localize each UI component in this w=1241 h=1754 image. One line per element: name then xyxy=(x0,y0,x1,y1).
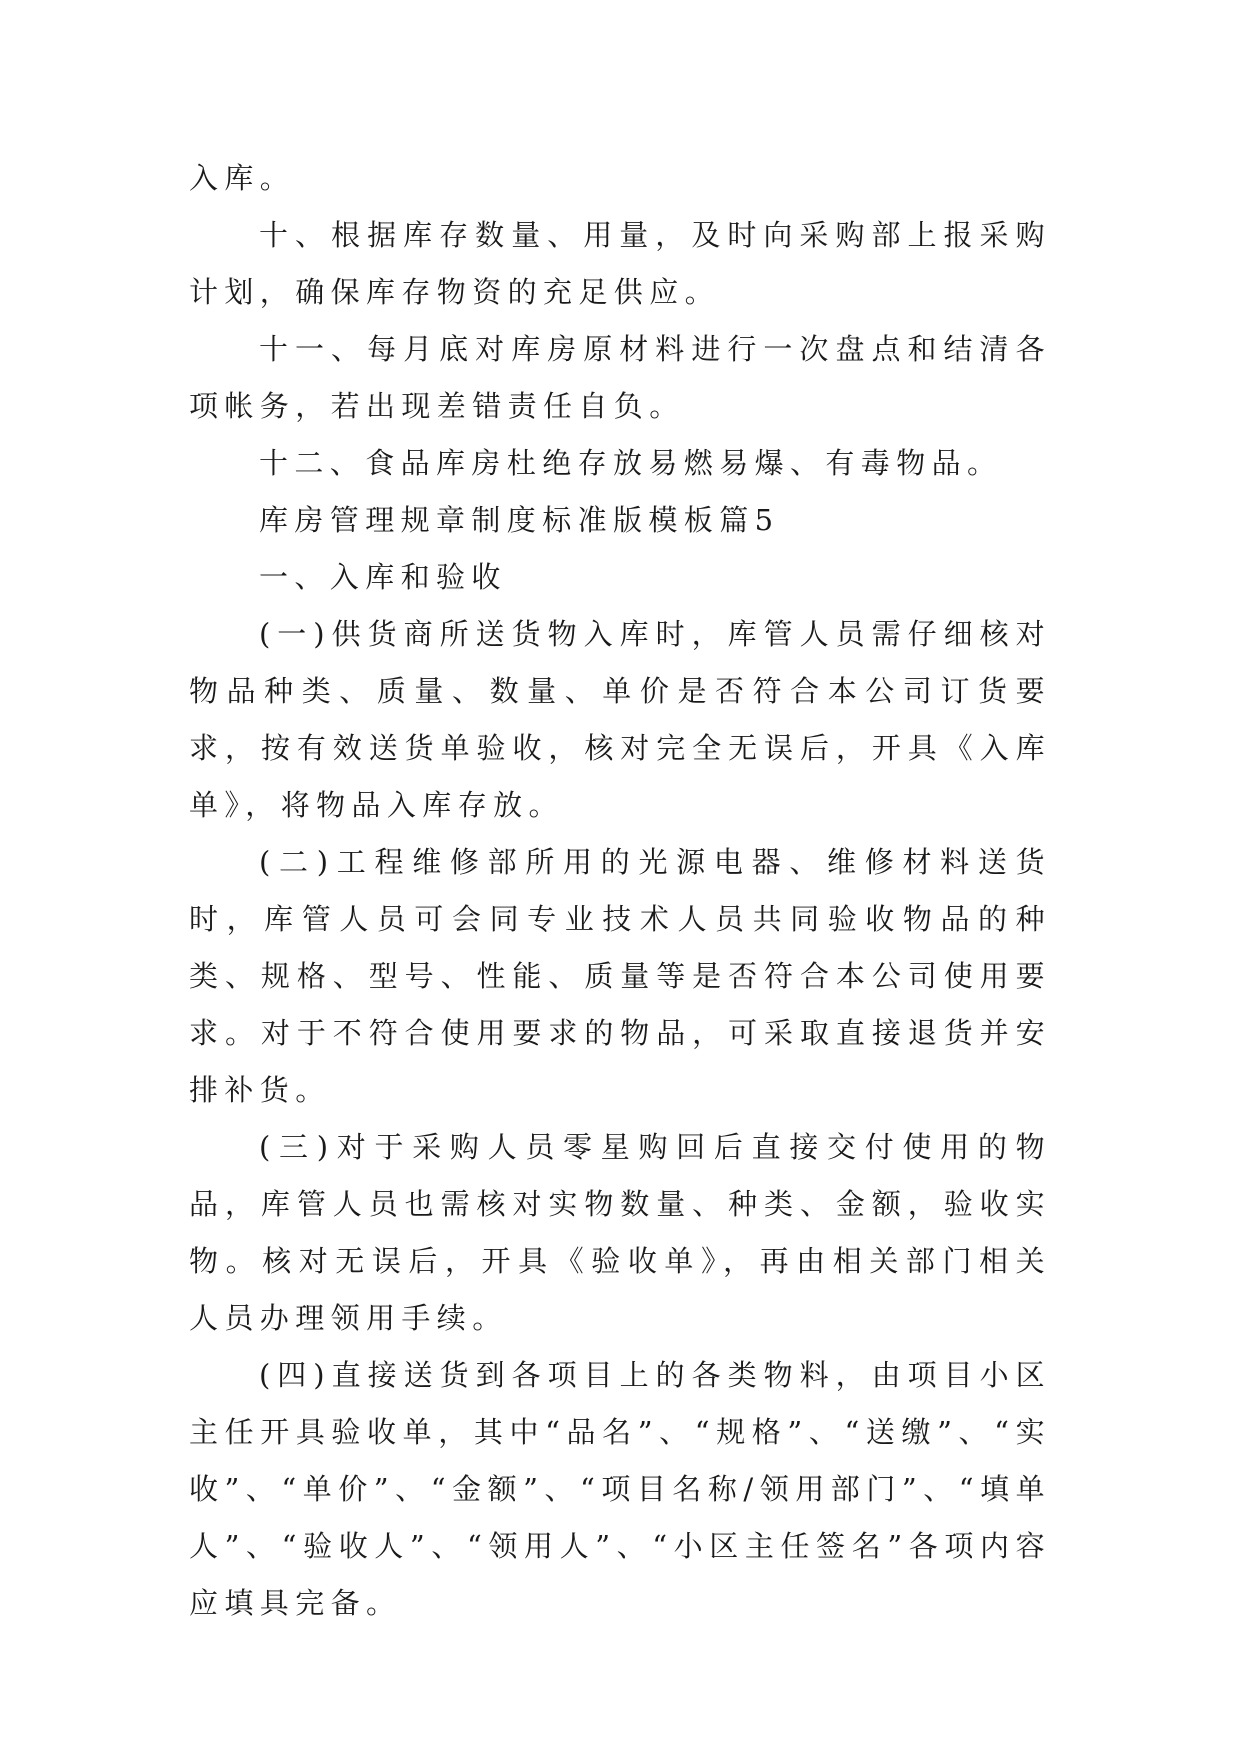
subsection-heading: 一、入库和验收 xyxy=(259,560,507,594)
document-body xyxy=(189,150,1051,1632)
section-heading: 库房管理规章制度标准版模板篇5 xyxy=(259,503,780,537)
paragraph-10: (四)直接送货到各项目上的各类物料，由项目小区主任开具验收单，其中“品名”、“规格”、“送缴”、“实收”、“单价”、“金额”、“项目名称/领用部门”、“填单人”、“验收人”、“领用人”、“小区主任签名”各项内容应填具完备。 xyxy=(189,1358,1051,1620)
paragraph-2: 十、根据库存数量、用量，及时向采购部上报采购计划，确保库存物资的充足供应。 xyxy=(189,218,1051,309)
paragraph-8: (二)工程维修部所用的光源电器、维修材料送货时，库管人员可会同专业技术人员共同验收物品的种类、规格、型号、性能、质量等是否符合本公司使用要求。对于不符合使用要求的物品，可采取直接退货并安排补货。 xyxy=(189,845,1051,1107)
paragraph-4: 十二、食品库房杜绝存放易燃易爆、有毒物品。 xyxy=(259,446,1003,480)
paragraph-1: 入库。 xyxy=(189,161,296,195)
paragraph-9: (三)对于采购人员零星购回后直接交付使用的物品，库管人员也需核对实物数量、种类、金额，验收实物。核对无误后，开具《验收单》，再由相关部门相关人员办理领用手续。 xyxy=(189,1130,1051,1335)
paragraph-3: 十一、每月底对库房原材料进行一次盘点和结清各项帐务，若出现差错责任自负。 xyxy=(189,332,1051,423)
paragraph-7: (一)供货商所送货物入库时，库管人员需仔细核对物品种类、质量、数量、单价是否符合本公司订货要求，按有效送货单验收，核对完全无误后，开具《入库单》，将物品入库存放。 xyxy=(189,617,1051,822)
